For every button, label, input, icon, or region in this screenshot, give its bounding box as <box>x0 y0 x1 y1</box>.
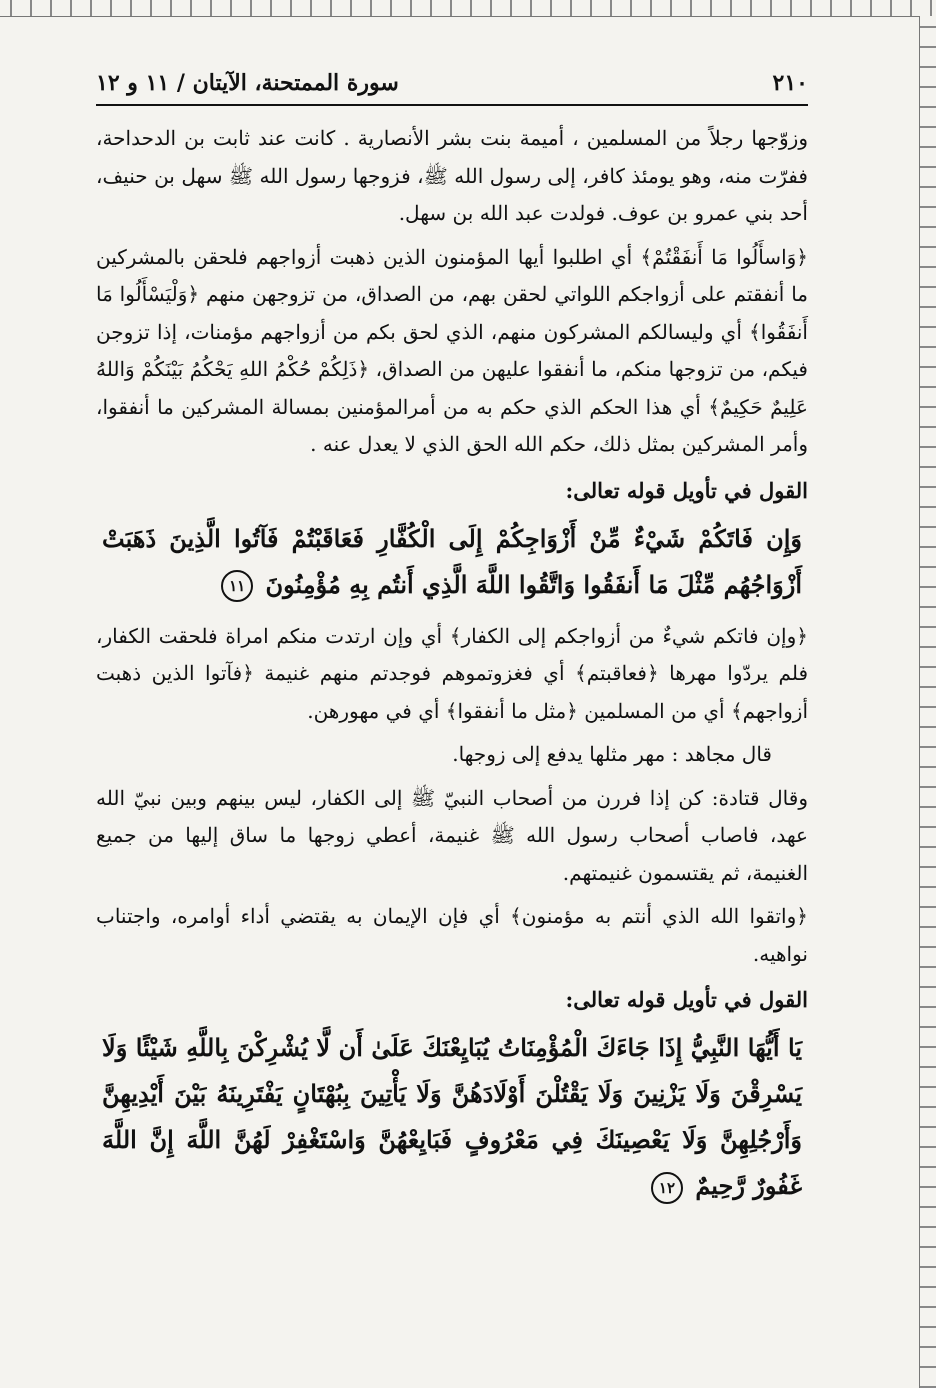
paragraph-2: ﴿وَاسأَلُوا مَا أَنفَقْتُمْ﴾ أي اطلبوا أيها المؤمنون الذين ذهبت أزواجهم فلحقن بالمشركين ما أنفقتم على أزواجكم اللواتي لحقن بهم، من الصداق، من تزوجهن منهم ﴿وَلْيَسْأَلُوا مَا أَنفَقُوا﴾ أي وليسالكم المشركون منهم، الذي لحق بكم من أزواجهم مؤمنات، إذا تزوجن فيكم، من تزوجها منكم، ما أنفقوا عليهن من الصداق، ﴿ذَلِكُمْ حُكْمُ اللهِ يَحْكُمُ بَيْنَكُمْ وَاللهُ عَلِيمٌ حَكِيمٌ﴾ أي هذا الحكم الذي حكم به من أمرالمؤمنين بمسالة المشركين ما أنفقوا، وأمر المشركين بمثل ذلك، حكم الله الحق الذي لا يعدل عنه . <box>96 244 808 456</box>
quran-verse-12 <box>96 1025 808 1209</box>
decorative-border-top <box>0 0 936 17</box>
paragraph-1: وزوّجها رجلاً من المسلمين ، أميمة بنت بشر الأنصارية . كانت عند ثابت بن الدحداحة، ففرّت منه، وهو يومئذ كافر، إلى رسول الله ﷺ، فزوجها رسول الله ﷺ سهل بن حنيف، أحد بني عمرو بن عوف. فولدت عبد الله بن سهل. <box>96 126 808 225</box>
ayah-number-badge: ١١ <box>221 570 253 602</box>
verse-text: يَا أَيُّهَا النَّبِيُّ إِذَا جَاءَكَ الْمُؤْمِنَاتُ يُبَايِعْنَكَ عَلَىٰ أَن لَّا يُشْرِكْنَ بِاللَّهِ شَيْئًا وَلَا يَسْرِقْنَ وَلَا يَزْنِينَ وَلَا يَقْتُلْنَ أَوْلَادَهُنَّ وَلَا يَأْتِينَ بِبُهْتَانٍ يَفْتَرِينَهُ بَيْنَ أَيْدِيهِنَّ وَأَرْجُلِهِنَّ وَلَا يَعْصِينَكَ فِي مَعْرُوفٍ فَبَايِعْهُنَّ وَاسْتَغْفِرْ لَهُنَّ اللَّهَ إِنَّ اللَّهَ غَفُورٌ رَّحِيمٌ <box>102 1033 803 1200</box>
page-number: ٢١٠ <box>772 70 808 96</box>
running-title: سورة الممتحنة، الآيتان / ١١ و ١٢ <box>96 70 399 96</box>
decorative-border-right <box>919 16 936 1388</box>
verse-text: وَإِن فَاتَكُمْ شَيْءٌ مِّنْ أَزْوَاجِكُمْ إِلَى الْكُفَّارِ فَعَاقَبْتُمْ فَآتُوا الَّذِينَ ذَهَبَتْ أَزْوَاجُهُم مِّثْلَ مَا أَنفَقُوا وَاتَّقُوا اللَّهَ الَّذِي أَنتُم بِهِ مُؤْمِنُونَ <box>102 523 802 599</box>
section-heading-2: القول في تأويل قوله تعالى: <box>565 987 808 1012</box>
ayah-number-badge: ١٢ <box>651 1172 683 1204</box>
quran-verse-11 <box>96 516 808 608</box>
paragraph-4: قال مجاهد : مهر مثلها يدفع إلى زوجها. <box>452 742 772 766</box>
page-header <box>96 70 808 106</box>
paragraph-3: ﴿وإن فاتكم شيءٌ من أزواجكم إلى الكفار﴾ أي وإن ارتدت منكم امراة فلحقت الكفار، فلم يردّوا مهرها ﴿فعاقبتم﴾ أي فغزوتموهم فوجدتم منهم غنيمة ﴿فآتوا الذين ذهبت أزواجهم﴾ أي من المسلمين ﴿مثل ما أنفقوا﴾ أي في مهورهن. <box>96 623 808 723</box>
section-heading-1: القول في تأويل قوله تعالى: <box>565 477 808 503</box>
paragraph-5: وقال قتادة: كن إذا فررن من أصحاب النبيّ ﷺ إلى الكفار، ليس بينهم وبين نبيّ الله عهد، فاصاب أصحاب رسول الله ﷺ غنيمة، أعطي زوجها ما ساق إليها من جميع الغنيمة، ثم يقتسمون غنيمتهم. <box>96 785 808 885</box>
paragraph-6: ﴿واتقوا الله الذي أنتم به مؤمنون﴾ أي فإن الإيمان به يقتضي أداء أوامره، واجتناب نواهيه. <box>96 904 808 966</box>
book-page <box>96 70 808 1219</box>
